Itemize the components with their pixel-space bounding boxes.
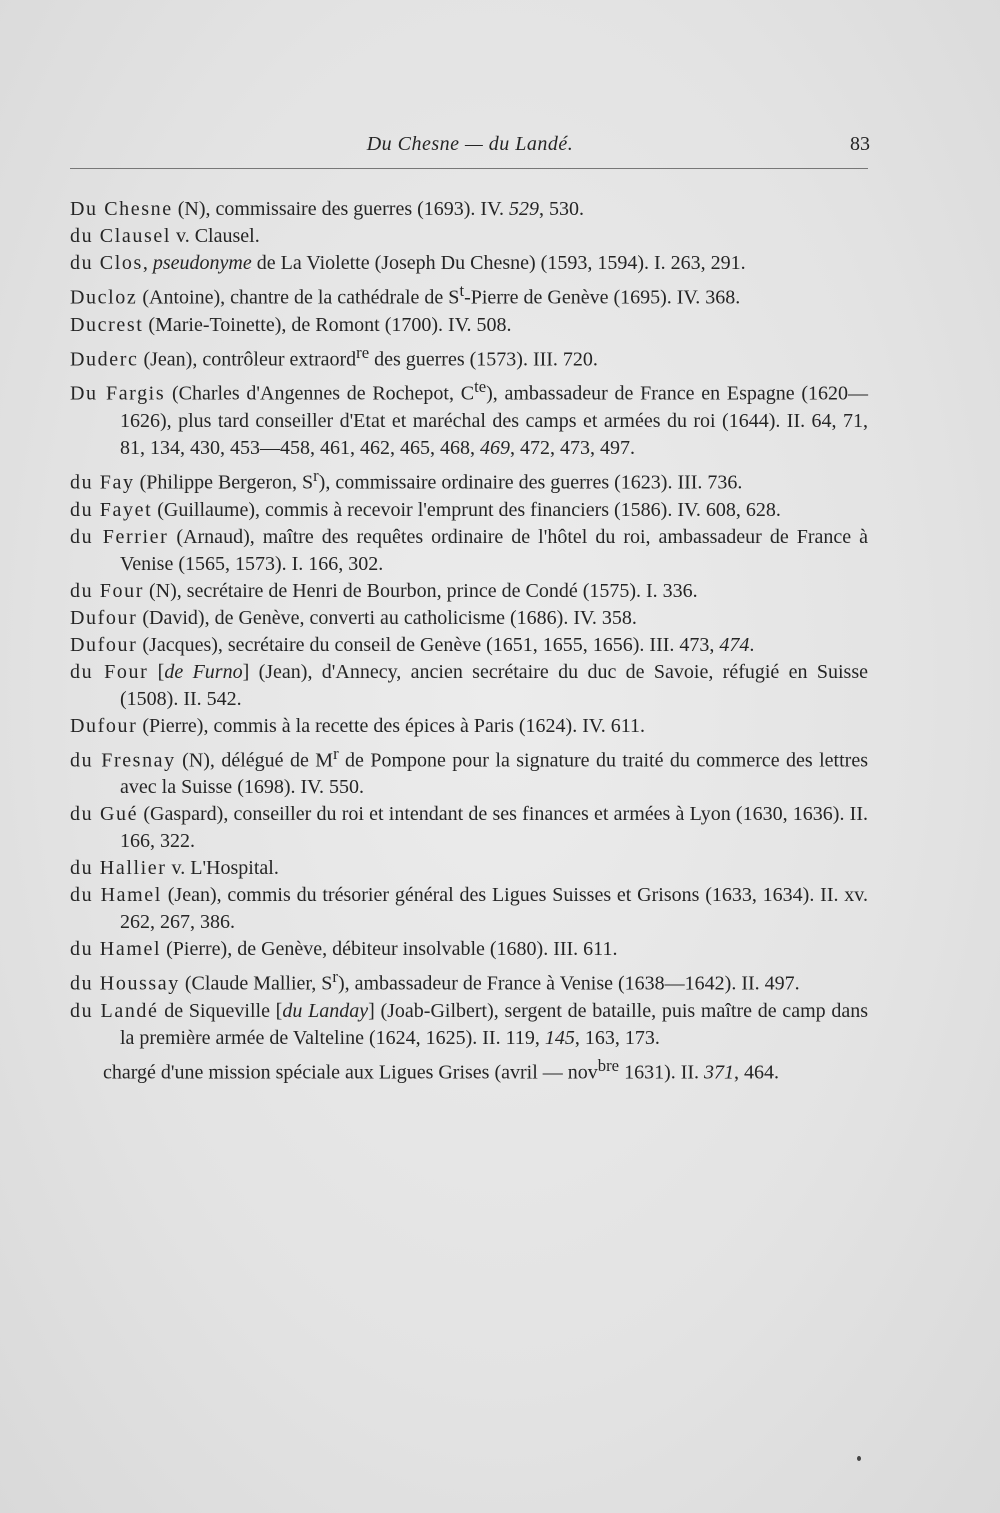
entry-text: (Philippe Bergeron, S — [134, 471, 314, 494]
index-entry — [70, 196, 868, 223]
entry-text: de La Violette (Joseph Du Chesne) (1593, 1594). I. 263, 291. — [251, 252, 746, 274]
entry-name: Dufour — [70, 606, 138, 629]
entry-text: ), ambassadeur de France en Espagne (1620—1626), plus tard conseiller d'Etat et maréchal des camps et armées du roi (1644). II. 64, 71, 81, 134, 430, 453—458, 461, 462, 465, 468, — [120, 382, 868, 459]
entry-name: Duderc — [70, 348, 139, 371]
entry-name: du Four — [70, 579, 144, 602]
entry-name: du Fay — [70, 471, 135, 494]
entry-text: (Pierre), de Genève, débiteur insolvable (1680). III. 611. — [161, 938, 618, 961]
entry-italic-ref: 474 — [719, 633, 750, 656]
index-entry — [70, 373, 868, 462]
entry-text: (Jean), commis du trésorier général des Ligues Suisses et Grisons (1633, 1634). II. xv. 262, 267, 386. — [120, 884, 868, 934]
entry-italic: du Landay — [282, 999, 369, 1022]
entry-superscript: te — [474, 377, 487, 397]
entry-superscript: r — [333, 743, 339, 763]
index-entry — [70, 223, 868, 250]
entry-text: (Arnaud), maître des requêtes ordinaire de l'hôtel du roi, ambassadeur de France à Venise (1565, 1573). I. 166, 302. — [120, 525, 868, 575]
entry-text: chargé d'une mission spéciale aux Ligues Grises (avril — nov — [103, 1061, 598, 1084]
index-entry — [70, 312, 868, 339]
index-entry — [70, 277, 868, 312]
entry-italic-ref: 529 — [508, 198, 539, 220]
index-entry — [70, 659, 868, 713]
index-entry — [70, 250, 868, 277]
entry-text: (N), délégué de M — [175, 749, 334, 772]
entry-name: du Hallier — [70, 857, 167, 880]
entry-superscript: bre — [597, 1055, 620, 1075]
entry-superscript: r — [332, 967, 338, 987]
entry-text: ), ambassadeur de France à Venise (1638—1642). II. 497. — [337, 972, 800, 995]
entry-superscript: t — [459, 281, 465, 300]
index-entry — [70, 998, 868, 1052]
entry-name: du Houssay — [70, 972, 180, 995]
index-entry — [70, 740, 868, 802]
entry-text: , 472, 473, 497. — [510, 436, 635, 459]
index-entry — [70, 882, 868, 936]
running-title: Du Chesne — du Landé. — [366, 133, 574, 155]
entry-text: , — [142, 252, 153, 274]
entry-name: du Fayet — [70, 498, 153, 521]
entry-name: Dufour — [70, 633, 138, 656]
entry-name: du Clausel — [70, 225, 171, 247]
entry-name: du Fresnay — [70, 749, 176, 772]
entry-text: (Marie-Toinette), de Romont (1700). IV. 508. — [143, 313, 512, 336]
entry-text: ] (Jean), d'Annecy, ancien secrétaire du duc de Savoie, réfugié en Suisse (1508). II. 542. — [120, 660, 868, 710]
index-entry — [70, 855, 868, 882]
entry-text: (Charles d'Angennes de Rochepot, C — [165, 382, 475, 405]
entry-name: du Gué — [70, 803, 139, 826]
entry-italic: pseudonyme — [152, 252, 252, 274]
entry-text: ] (Joab-Gilbert), sergent de bataille, puis maître de camp dans la première armée de Valteline (1624, 1625). II. 119, — [120, 999, 869, 1049]
entry-name: du Hamel — [70, 938, 162, 961]
entry-name: du Four — [70, 660, 149, 683]
entry-italic-ref: 469 — [480, 436, 510, 459]
entry-name: Dufour — [70, 714, 138, 737]
entry-text: ), commissaire ordinaire des guerres (1623). III. 736. — [318, 471, 743, 494]
index-entry — [70, 578, 868, 605]
entry-text: [ — [148, 660, 165, 683]
entry-text: (N), secrétaire de Henri de Bourbon, prince de Condé (1575). I. 336. — [143, 579, 698, 602]
index-entry — [70, 524, 868, 578]
entry-name: Du Chesne — [70, 198, 173, 220]
index-entry — [70, 801, 868, 855]
entry-name: Ducrest — [70, 313, 144, 336]
entry-text: v. Clausel. — [171, 225, 260, 247]
entry-text: , 163, 173. — [574, 1026, 660, 1049]
entry-text: (Pierre), commis à la recette des épices à Paris (1624). IV. 611. — [137, 714, 645, 737]
index-entry — [70, 339, 868, 374]
entry-text: v. L'Hospital. — [166, 857, 279, 880]
index-entry — [70, 713, 868, 740]
entry-text: (David), de Genève, converti au catholicisme (1686). IV. 358. — [137, 606, 637, 629]
index-entry — [70, 462, 868, 497]
entry-text: -Pierre de Genève (1695). IV. 368. — [464, 286, 741, 309]
index-entries — [70, 196, 868, 1087]
entry-superscript: re — [356, 342, 370, 362]
entry-text: (Jean), contrôleur extraord — [138, 348, 357, 371]
entry-text: de Pompone pour la signature du traité du commerce des lettres avec la Suisse (1698). IV. 550. — [120, 749, 868, 799]
entry-name: Ducloz — [70, 286, 138, 309]
entry-text: (N), commissaire des guerres (1693). IV. — [172, 198, 509, 220]
page-header — [70, 133, 870, 173]
entry-name: du Ferrier — [70, 525, 169, 548]
entry-name: du Landé — [70, 999, 159, 1022]
entry-text: (Gaspard), conseiller du roi et intendant de ses finances et armées à Lyon (1630, 1636). II. 166, 322. — [120, 803, 868, 853]
entry-text: . — [749, 633, 755, 656]
index-entry — [70, 936, 868, 963]
entry-text: (Claude Mallier, S — [179, 972, 333, 995]
index-entry — [70, 632, 868, 659]
entry-text: 1631). II. — [619, 1061, 705, 1084]
page-number: 83 — [850, 133, 870, 155]
entry-text: , 530. — [538, 198, 584, 220]
entry-text: (Antoine), chantre de la cathédrale de S — [137, 286, 460, 309]
index-subentry — [70, 1052, 868, 1087]
index-entry — [70, 605, 868, 632]
header-rule — [70, 168, 868, 169]
entry-text: des guerres (1573). III. 720. — [369, 348, 598, 371]
entry-text: , 464. — [734, 1061, 780, 1084]
entry-italic-ref: 371 — [704, 1061, 735, 1084]
entry-superscript: r — [313, 465, 319, 485]
entry-text: (Guillaume), commis à recevoir l'emprunt des financiers (1586). IV. 608, 628. — [152, 498, 781, 521]
index-entry — [70, 963, 868, 998]
entry-italic-ref: 145 — [544, 1026, 575, 1049]
entry-name: du Clos — [70, 252, 143, 274]
entry-text: de Siqueville [ — [158, 999, 283, 1022]
entry-name: du Hamel — [70, 884, 162, 907]
entry-text: (Jacques), secrétaire du conseil de Genève (1651, 1655, 1656). III. 473, — [137, 633, 720, 656]
ink-speck — [857, 1456, 861, 1461]
entry-italic: de Furno — [164, 660, 243, 683]
entry-name: Du Fargis — [70, 382, 166, 405]
index-entry — [70, 497, 868, 524]
